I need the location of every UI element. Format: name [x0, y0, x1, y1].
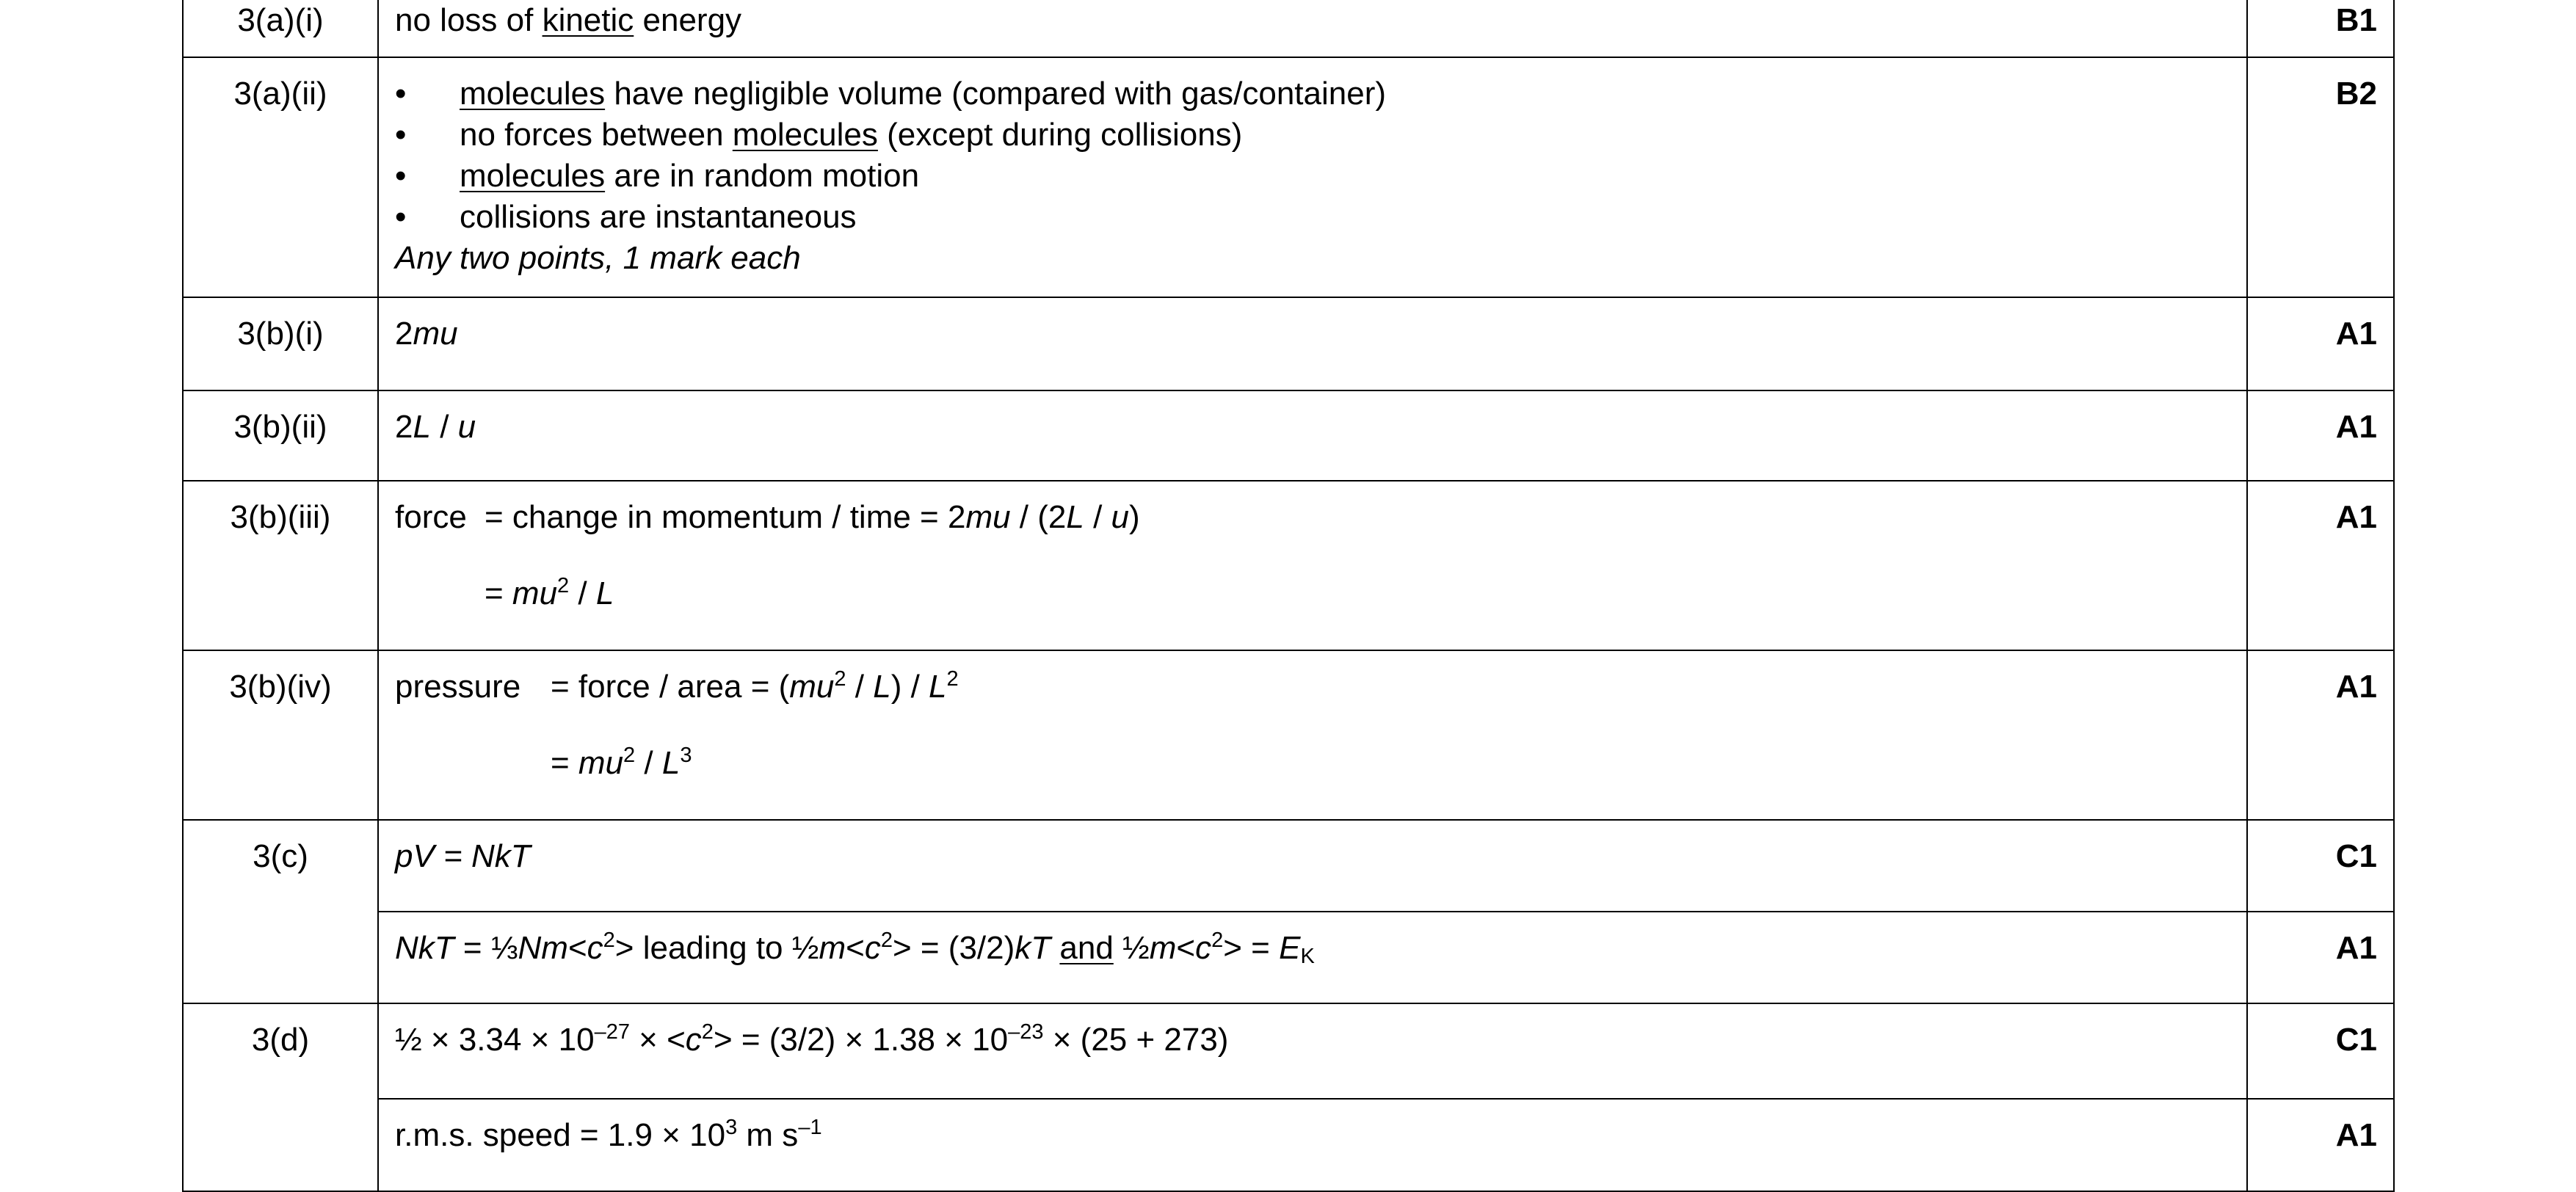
mark-code: A1	[2247, 390, 2394, 481]
table-row	[183, 57, 2394, 297]
table-row	[183, 390, 2394, 481]
table-row	[183, 481, 2394, 650]
answer-cell: ½ × $3.34 \times 10^{-27} \times <c^2> = (3/2) \times 1.38 \times 10^{-23} \times (25 + 273)$	[378, 1003, 2247, 1099]
mark-code: A1	[2247, 481, 2394, 650]
table-row	[183, 297, 2394, 390]
mark-code: A1	[2247, 912, 2394, 1003]
answer-cell: pV = NkT	[378, 820, 2247, 912]
mark-code: C1	[2247, 1003, 2394, 1099]
question-number: 3(b)(ii)	[183, 390, 378, 481]
list-item: • no forces between molecules (except during collisions)	[395, 115, 2230, 156]
mark-scheme-table	[182, 0, 2395, 1192]
list-item: • collisions are instantaneous	[395, 197, 2230, 238]
mark-code: B1	[2247, 0, 2394, 57]
answer-cell: 2L / u	[378, 390, 2247, 481]
answer-cell: 2mu	[378, 297, 2247, 390]
table-row	[183, 1003, 2394, 1099]
table-row	[183, 1099, 2394, 1191]
equation-line: force = change in momentum / time = 2mu / (2L / u)	[395, 499, 1140, 535]
mark-code: A1	[2247, 650, 2394, 820]
answer-cell: r.m.s. speed = $1.9 \times 10^3$ m $s^{-1}$	[378, 1099, 2247, 1191]
question-number: 3(a)(i)	[183, 0, 378, 57]
mark-code: A1	[2247, 297, 2394, 390]
list-item: • molecules have negligible volume (compared with gas/container)	[395, 73, 2230, 115]
equation-line: pressure = force / area = $(mu^2 / L) / L^2$	[395, 667, 959, 705]
question-number: 3(b)(iv)	[183, 650, 378, 820]
question-number: 3(d)	[183, 1003, 378, 1191]
table-row	[183, 0, 2394, 57]
mark-code: C1	[2247, 820, 2394, 912]
list-item: • molecules are in random motion	[395, 156, 2230, 197]
answer-cell	[378, 650, 2247, 820]
answer-cell: no loss of kinetic energy	[378, 0, 2247, 57]
marking-note: Any two points, 1 mark each	[395, 240, 801, 276]
table-row	[183, 650, 2394, 820]
underlined-keyword: kinetic	[542, 2, 634, 38]
equation-line: = $mu^2 / L^3$	[551, 744, 692, 781]
question-number: 3(a)(ii)	[183, 57, 378, 297]
question-number: 3(b)(iii)	[183, 481, 378, 650]
table-row	[183, 912, 2394, 1003]
answer-cell	[378, 481, 2247, 650]
underlined-keyword: and	[1059, 930, 1114, 966]
table-row	[183, 820, 2394, 912]
mark-code: B2	[2247, 57, 2394, 297]
answer-cell	[378, 57, 2247, 297]
question-number: 3(b)(i)	[183, 297, 378, 390]
answer-cell: NkT = $\frac{1}{3}Nm<c^2>$ leading to $\frac{1}{2}m<c^2> = (3/2)kT$ and $\frac{1}{2}m<c^2> = E_K$	[378, 912, 2247, 1003]
question-number: 3(c)	[183, 820, 378, 1003]
equation-line: = $mu^2$ / L	[485, 574, 614, 611]
answer-points-list	[395, 73, 2230, 238]
mark-code: A1	[2247, 1099, 2394, 1191]
